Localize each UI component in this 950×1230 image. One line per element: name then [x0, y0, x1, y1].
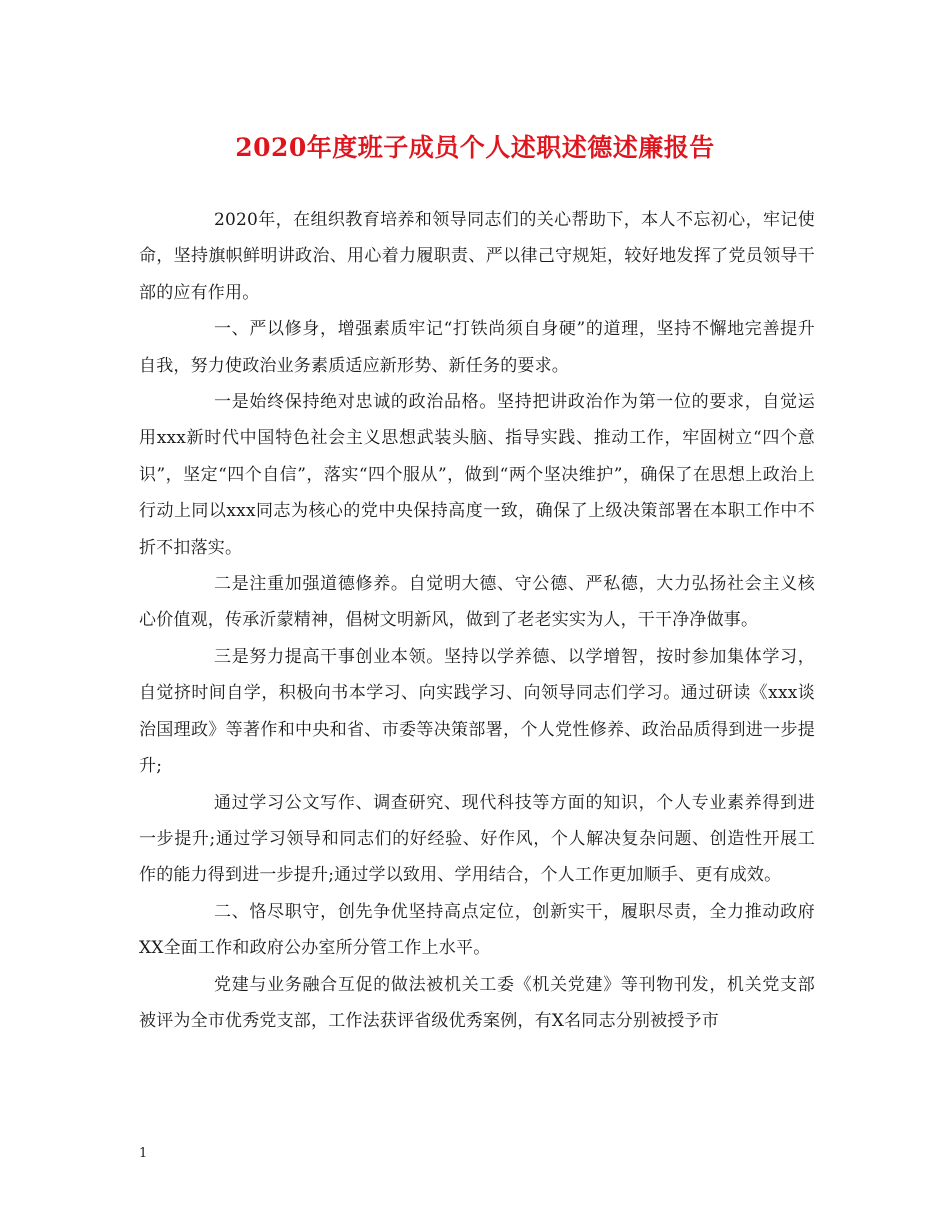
- page-number: 1: [139, 1146, 148, 1161]
- paragraph: 一是始终保持绝对忠诚的政治品格。坚持把讲政治作为第一位的要求，自觉运用xxx新时代中国特色社会主义思想武装头脑、指导实践、推动工作，牢固树立“四个意识”，坚定“四个自信”，落实“四个服从”，做到“两个坚决维护”，确保了在思想上政治上行动上同以xxx同志为核心的党中央保持高度一致，确保了上级决策部署在本职工作中不折不扣落实。: [139, 392, 815, 558]
- paragraph: 二是注重加强道德修养。自觉明大德、守公德、严私德，大力弘扬社会主义核心价值观，传承沂蒙精神，倡树文明新风，做到了老老实实为人，干干净净做事。: [139, 574, 815, 631]
- paragraph: 三是努力提高干事创业本领。坚持以学养德、以学增智，按时参加集体学习，自觉挤时间自学，积极向书本学习、向实践学习、向领导同志们学习。通过研读《xxx谈治国理政》等著作和中央和省、市委等决策部署，个人党性修养、政治品质得到进一步提升;: [139, 646, 815, 777]
- paragraph: 党建与业务融合互促的做法被机关工委《机关党建》等刊物刊发，机关党支部被评为全市优秀党支部，工作法获评省级优秀案例，有X名同志分别被授予市: [139, 974, 815, 1031]
- document-title: 2020年度班子成员个人述职述德述廉报告: [235, 133, 715, 162]
- paragraph: 一、严以修身，增强素质牢记“打铁尚须自身硬”的道理，坚持不懈地完善提升自我，努力使政治业务素质适应新形势、新任务的要求。: [139, 319, 815, 376]
- document-body: [139, 202, 815, 1039]
- paragraph: 通过学习公文写作、调查研究、现代科技等方面的知识，个人专业素养得到进一步提升;通过学习领导和同志们的好经验、好作风，个人解决复杂问题、创造性开展工作的能力得到进一步提升;通过学以致用、学用结合，个人工作更加顺手、更有成效。: [139, 792, 815, 886]
- paragraph: 2020年，在组织教育培养和领导同志们的关心帮助下，本人不忘初心，牢记使命，坚持旗帜鲜明讲政治、用心着力履职责、严以律己守规矩，较好地发挥了党员领导干部的应有作用。: [139, 210, 815, 303]
- paragraph: 二、恪尽职守，创先争优坚持高点定位，创新实干，履职尽责，全力推动政府XX全面工作和政府公办室所分管工作上水平。: [139, 901, 815, 959]
